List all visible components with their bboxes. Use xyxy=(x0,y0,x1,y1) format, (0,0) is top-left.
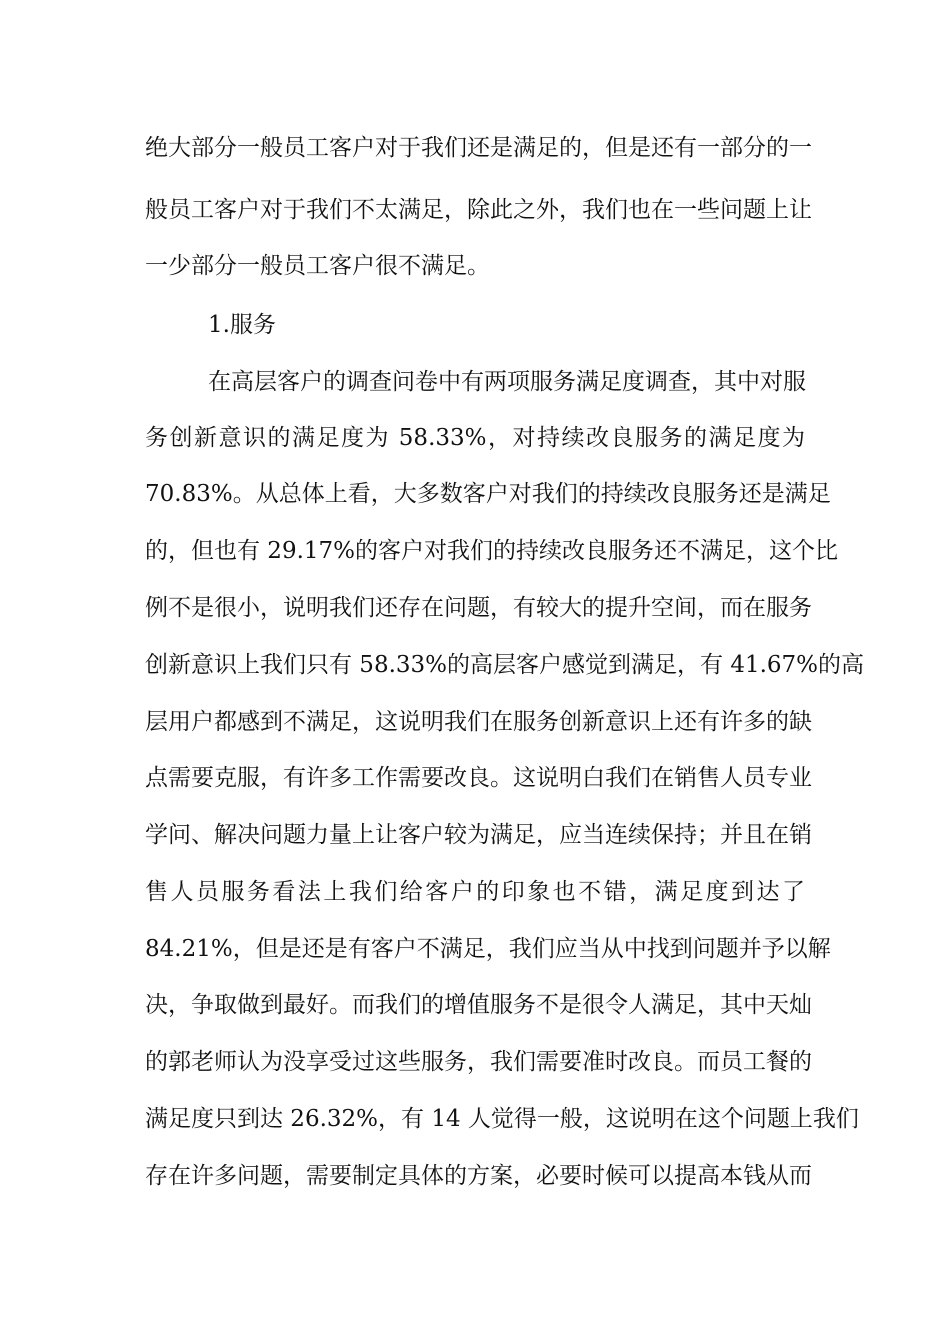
service-line-8: 点需要克服，有许多工作需要改良。这说明白我们在销售人员专业 xyxy=(145,765,812,791)
service-line-13: 的郭老师认为没享受过这些服务，我们需要准时改良。而员工餐的 xyxy=(145,1049,812,1075)
intro-line-2: 般员工客户对于我们不太满足，除此之外，我们也在一些问题上让 xyxy=(145,197,812,223)
intro-line-1: 绝大部分一般员工客户对于我们还是满足的，但是还有一部分的一 xyxy=(145,135,812,161)
service-line-3: 70.83%。从总体上看，大多数客户对我们的持续改良服务还是满足 xyxy=(145,481,831,507)
service-line-5: 例不是很小，说明我们还存在问题，有较大的提升空间，而在服务 xyxy=(145,595,812,621)
service-line-7: 层用户都感到不满足，这说明我们在服务创新意识上还有许多的缺 xyxy=(145,709,812,735)
service-line-9: 学问、解决问题力量上让客户较为满足，应当连续保持；并且在销 xyxy=(145,822,812,848)
section-heading: 1.服务 xyxy=(208,312,276,338)
service-line-14: 满足度只到达 26.32%，有 14 人觉得一般，这说明在这个问题上我们 xyxy=(145,1106,859,1132)
intro-line-3: 一少部分一般员工客户很不满足。 xyxy=(145,253,490,279)
service-line-15: 存在许多问题，需要制定具体的方案，必要时候可以提高本钱从而 xyxy=(145,1163,812,1189)
service-line-12: 决，争取做到最好。而我们的增值服务不是很令人满足，其中天灿 xyxy=(145,992,812,1018)
service-line-11: 84.21%，但是还是有客户不满足，我们应当从中找到问题并予以解 xyxy=(145,936,831,962)
service-line-4: 的，但也有 29.17%的客户对我们的持续改良服务还不满足，这个比 xyxy=(145,538,839,564)
service-line-10: 售人员服务看法上我们给客户的印象也不错，满足度到达了 xyxy=(145,879,805,905)
service-line-6: 创新意识上我们只有 58.33%的高层客户感觉到满足，有 41.67%的高 xyxy=(145,652,865,678)
service-line-2: 务创新意识的满足度为 58.33%，对持续改良服务的满足度为 xyxy=(145,425,805,451)
service-line-1: 在高层客户的调查问卷中有两项服务满足度调查，其中对服 xyxy=(208,369,806,395)
